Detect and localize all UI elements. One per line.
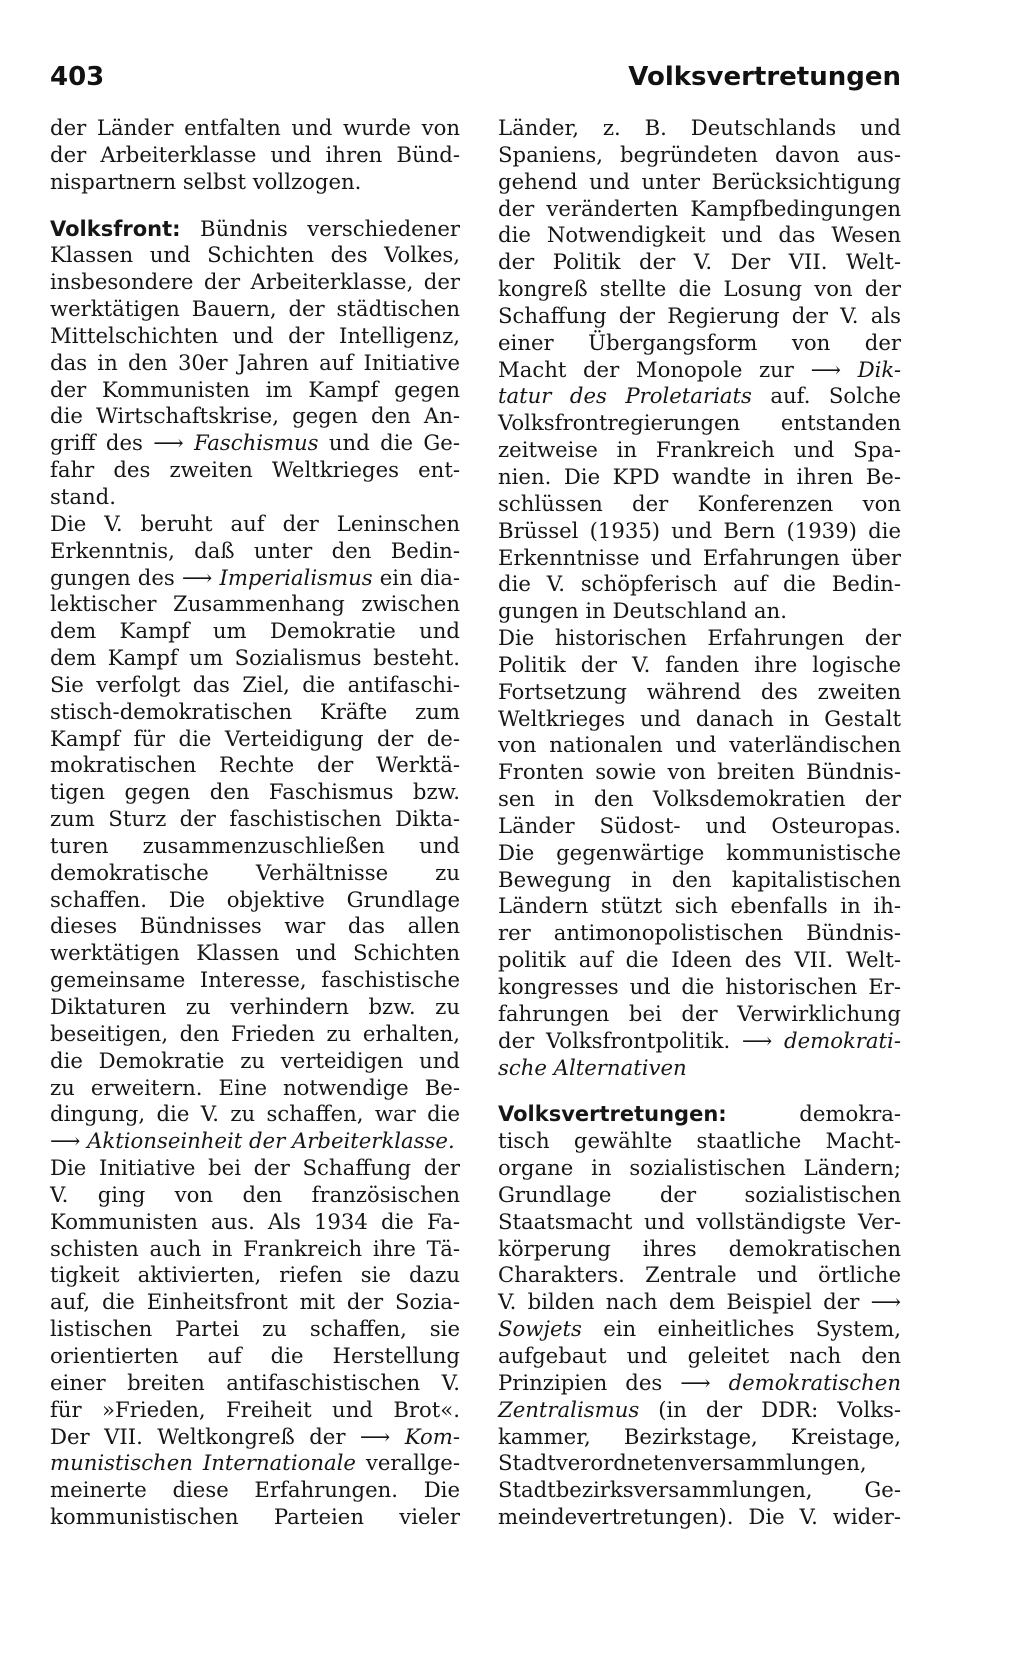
line-text: Ländern stützt sich ebenfalls in ih- — [498, 893, 901, 919]
text-line — [50, 779, 460, 806]
text-line — [498, 142, 901, 169]
text-line — [50, 833, 460, 860]
text-line — [50, 565, 460, 592]
text-line — [50, 216, 460, 243]
page-number: 403 — [50, 62, 105, 92]
line-text: Der VII. Weltkongreß der ⟶ — [50, 1423, 405, 1449]
cross-reference: Zentralismus — [498, 1396, 640, 1422]
line-text: stisch-demokratischen Kräfte zum — [50, 698, 460, 724]
text-line — [498, 1101, 901, 1128]
running-head: Volksvertretungen — [628, 62, 901, 92]
text-line — [498, 813, 901, 840]
line-text: rer antimonopolistischen Bündnis- — [498, 920, 901, 946]
text-line — [50, 1048, 460, 1075]
line-text: griff des ⟶ — [50, 430, 194, 456]
cross-reference: tatur des Proletariats — [498, 383, 752, 409]
line-text: Erkenntnis, daß unter den Bedin- — [50, 537, 460, 563]
line-text: Diktaturen zu verhindern bzw. zu — [50, 994, 460, 1019]
line-text: Sie verfolgt das Ziel, die antifaschi- — [50, 671, 460, 697]
line-text: Brüssel (1935) und Bern (1939) die — [498, 517, 901, 543]
line-text: Erkenntnisse und Erfahrungen über — [498, 544, 901, 570]
text-line — [498, 357, 901, 384]
line-text: Stadtverordnetenversammlungen, — [498, 1450, 867, 1476]
line-text: Die historischen Erfahrungen der — [498, 625, 901, 651]
text-line — [498, 410, 901, 437]
text-line — [50, 618, 460, 645]
line-text: das in den 30er Jahren auf Initiative — [50, 349, 460, 375]
text-line — [50, 169, 460, 196]
line-text: gungen des ⟶ — [50, 564, 220, 590]
text-line — [50, 1289, 460, 1316]
line-text: fahr des zweiten Weltkrieges ent- — [50, 457, 460, 483]
text-line — [50, 1450, 460, 1477]
text-line — [50, 350, 460, 377]
text-line — [50, 403, 460, 430]
text-line — [498, 974, 901, 1001]
line-text: schisten auch in Frankreich ihre Tä- — [50, 1235, 460, 1261]
text-line — [50, 1397, 460, 1424]
line-text: Weltkrieges und danach in Gestalt — [498, 705, 901, 731]
text-line — [498, 518, 901, 545]
text-line — [498, 383, 901, 410]
text-line — [50, 296, 460, 323]
line-text: die Wirtschaftskrise, gegen den An- — [50, 403, 460, 429]
cross-reference: Sowjets — [498, 1316, 582, 1342]
line-text: V. bilden nach dem Beispiel der ⟶ — [498, 1289, 901, 1315]
text-line — [50, 726, 460, 753]
line-text: zu erweitern. Eine notwendige Be- — [50, 1074, 460, 1100]
text-line — [498, 920, 901, 947]
text-line — [498, 464, 901, 491]
text-line — [50, 1504, 460, 1531]
cross-reference: Dik- — [857, 356, 901, 382]
text-line — [498, 196, 901, 223]
line-text: Kampf für die Verteidigung der de- — [50, 725, 460, 751]
entry-headword: Volksfront: — [50, 216, 181, 241]
line-text: Fortsetzung während des zweiten — [498, 678, 901, 704]
line-text: dem Kampf um Demokratie und — [50, 618, 460, 644]
text-line — [50, 1370, 460, 1397]
text-line — [50, 940, 460, 967]
line-text: Fronten sowie von breiten Bündnis- — [498, 759, 901, 785]
text-line — [50, 1128, 460, 1155]
line-text: von nationalen und vaterländischen — [498, 732, 901, 758]
text-line — [50, 538, 460, 565]
text-line — [498, 1450, 901, 1477]
line-text: einer Übergangsform von der — [498, 329, 901, 355]
line-text: orientierten auf die Herstellung — [50, 1342, 460, 1368]
text-line — [498, 1262, 901, 1289]
line-text: auf. Solche — [751, 383, 902, 409]
line-text: körperung ihres demokratischen — [498, 1235, 901, 1261]
text-line — [50, 699, 460, 726]
line-text: tigkeit aktivierten, riefen sie dazu — [50, 1262, 460, 1288]
line-text: schaffen. Die objektive Grundlage — [50, 886, 460, 912]
line-text: tigen gegen den Faschismus bzw. — [50, 779, 460, 805]
text-line — [498, 1209, 901, 1236]
line-text: der Volksfrontpolitik. ⟶ — [498, 1027, 784, 1053]
line-text: die Notwendigkeit und das Wesen — [498, 222, 901, 248]
line-text: Stadtbezirksversammlungen, Ge- — [498, 1477, 901, 1503]
line-text: einer breiten antifaschistischen V. — [50, 1369, 460, 1395]
text-line — [50, 994, 460, 1021]
line-text: V. ging von den französischen — [50, 1181, 460, 1207]
text-line — [50, 672, 460, 699]
text-line — [50, 1209, 460, 1236]
text-line — [50, 1262, 460, 1289]
line-text: sen in den Volksdemokratien der — [498, 786, 901, 812]
line-text: Prinzipien des ⟶ — [498, 1369, 729, 1395]
line-text: demokratische Verhältnisse zu — [50, 859, 460, 885]
line-text: kongresses und die historischen Er- — [498, 974, 901, 999]
cross-reference: Aktionseinheit der Arbeiterklasse. — [87, 1128, 455, 1154]
text-line — [498, 867, 901, 894]
line-text: beseitigen, den Frieden zu erhalten, — [50, 1020, 460, 1046]
line-text: fahrungen bei der Verwirklichung — [498, 1000, 901, 1026]
text-line — [50, 887, 460, 914]
line-text: der Länder entfalten und wurde von — [50, 115, 460, 140]
line-text: stand. — [50, 483, 116, 509]
text-line — [50, 484, 460, 511]
line-text: nispartnern selbst vollzogen. — [50, 168, 362, 194]
line-text: dieses Bündnisses war das allen — [50, 913, 460, 939]
text-line — [50, 377, 460, 404]
line-text: schlüssen der Konferenzen von — [498, 490, 901, 516]
cross-reference: demokratischen — [728, 1369, 901, 1395]
line-text: Politik der V. fanden ihre logische — [498, 651, 901, 677]
text-line — [498, 222, 901, 249]
line-text: die V. schöpferisch auf die Bedin- — [498, 571, 901, 597]
text-line — [50, 967, 460, 994]
line-text: der Politik der V. Der VII. Welt- — [498, 249, 901, 275]
line-text: werktätigen Bauern, der städtischen — [50, 296, 460, 322]
text-line — [498, 1182, 901, 1209]
text-line — [498, 115, 901, 142]
line-text: für »Frieden, Freiheit und Brot«. — [50, 1396, 460, 1422]
text-line — [498, 437, 901, 464]
text-line — [498, 1504, 901, 1531]
text-line — [50, 115, 460, 142]
line-text: tisch gewählte staatliche Macht- — [498, 1128, 901, 1154]
text-line — [498, 1155, 901, 1182]
cross-reference: Imperialismus — [219, 564, 373, 590]
text-line — [498, 679, 901, 706]
text-line — [498, 571, 901, 598]
line-text: Grundlage der sozialistischen — [498, 1181, 901, 1207]
line-text: meindevertretungen). Die V. wider- — [498, 1504, 901, 1530]
text-line — [50, 457, 460, 484]
entry-gap — [498, 1081, 901, 1101]
line-text: Klassen und Schichten des Volkes, — [50, 242, 460, 268]
line-text: Die V. beruht auf der Leninschen — [50, 510, 460, 536]
text-line — [498, 1424, 901, 1451]
line-text: werktätigen Klassen und Schichten — [50, 940, 460, 966]
line-text: ⟶ — [50, 1128, 88, 1154]
line-text: kongreß stellte die Losung von der — [498, 276, 901, 302]
text-line — [50, 1236, 460, 1263]
text-line — [50, 1477, 460, 1504]
line-text: Kommunisten aus. Als 1934 die Fa- — [50, 1208, 460, 1234]
line-text: meinerte diese Erfahrungen. Die — [50, 1477, 460, 1503]
text-line — [498, 1370, 901, 1397]
cross-reference: sche Alternativen — [498, 1054, 687, 1080]
line-text: die Demokratie zu verteidigen und — [50, 1047, 460, 1073]
line-text: auf, die Einheitsfront mit der Sozia- — [50, 1289, 460, 1315]
text-line — [50, 752, 460, 779]
line-text: zeitweise in Frankreich und Spa- — [498, 437, 901, 463]
text-line — [498, 652, 901, 679]
text-line — [498, 276, 901, 303]
cross-reference: Kom- — [404, 1423, 460, 1449]
line-text: dingung, die V. zu schaffen, war die — [50, 1101, 460, 1127]
text-line — [50, 806, 460, 833]
text-line — [50, 1101, 460, 1128]
line-text: listischen Partei zu schaffen, sie — [50, 1316, 460, 1342]
line-text: (in der DDR: Volks- — [639, 1396, 901, 1422]
line-text: Spaniens, begründeten davon aus- — [498, 141, 901, 167]
text-line — [50, 430, 460, 457]
left-column — [50, 115, 460, 1531]
text-line — [50, 242, 460, 269]
line-text: Länder, z. B. Deutschlands und — [498, 115, 901, 140]
line-text: Länder Südost- und Osteuropas. — [498, 812, 901, 838]
text-line — [498, 1128, 901, 1155]
text-line — [498, 947, 901, 974]
text-line — [498, 1343, 901, 1370]
line-text: Staatsmacht und vollständigste Ver- — [498, 1208, 901, 1234]
text-line — [498, 840, 901, 867]
line-text: organe in sozialistischen Ländern; — [498, 1155, 901, 1181]
text-line — [50, 1182, 460, 1209]
text-line — [498, 1397, 901, 1424]
text-line — [498, 598, 901, 625]
text-line — [498, 786, 901, 813]
line-text: Bewegung in den kapitalistischen — [498, 866, 901, 892]
text-line — [498, 249, 901, 276]
line-text: Macht der Monopole zur ⟶ — [498, 356, 858, 382]
right-column — [498, 115, 901, 1531]
text-line — [498, 732, 901, 759]
line-text: gungen in Deutschland an. — [498, 598, 787, 624]
line-text: gehend und unter Berücksichtigung — [498, 168, 901, 194]
line-text: Charakters. Zentrale und örtliche — [498, 1262, 901, 1288]
text-line — [498, 759, 901, 786]
line-text: kommunistischen Parteien vieler — [50, 1504, 460, 1530]
entry-headword: Volksvertretungen: — [498, 1102, 727, 1127]
text-line — [498, 1236, 901, 1263]
text-line — [498, 330, 901, 357]
text-line — [50, 142, 460, 169]
text-line — [498, 491, 901, 518]
text-line — [50, 269, 460, 296]
line-text: Volksfrontregierungen entstanden — [498, 410, 901, 436]
line-text: kammer, Bezirkstage, Kreistage, — [498, 1423, 901, 1449]
line-text: Schaffung der Regierung der V. als — [498, 302, 901, 328]
line-text: aufgebaut und geleitet nach den — [498, 1342, 901, 1368]
line-text: insbesondere der Arbeiterklasse, der — [50, 269, 460, 295]
line-text: und die Ge- — [318, 430, 460, 456]
text-line — [498, 1289, 901, 1316]
text-line — [50, 323, 460, 350]
cross-reference: demokrati- — [784, 1027, 901, 1053]
text-line — [498, 706, 901, 733]
line-text: verallge- — [355, 1450, 460, 1476]
text-line — [50, 1343, 460, 1370]
text-line — [498, 1316, 901, 1343]
text-line — [498, 1477, 901, 1504]
line-text: demokra- — [726, 1101, 901, 1127]
text-line — [498, 625, 901, 652]
cross-reference: munistischen Internationale — [50, 1450, 356, 1476]
line-text: Die Initiative bei der Schaffung der — [50, 1155, 460, 1181]
line-text: der Arbeiterklasse und ihren Bünd- — [50, 141, 460, 167]
text-line — [50, 913, 460, 940]
line-text: nien. Die KPD wandte in ihren Be- — [498, 463, 901, 489]
text-line — [498, 303, 901, 330]
text-line — [50, 591, 460, 618]
line-text: der Kommunisten im Kampf gegen — [50, 376, 460, 402]
line-text: Mittelschichten und der Intelligenz, — [50, 322, 460, 348]
text-line — [50, 1316, 460, 1343]
line-text: zum Sturz der faschistischen Dikta- — [50, 806, 460, 832]
text-line — [50, 645, 460, 672]
text-line — [50, 1155, 460, 1182]
line-text: gemeinsame Interesse, faschistische — [50, 967, 460, 993]
text-line — [50, 860, 460, 887]
line-text: turen zusammenzuschließen und — [50, 832, 460, 858]
cross-reference: Faschismus — [193, 430, 319, 456]
text-line — [50, 1424, 460, 1451]
line-text: ein einheitliches System, — [581, 1316, 901, 1342]
text-line — [498, 169, 901, 196]
text-line — [50, 511, 460, 538]
text-line — [50, 1075, 460, 1102]
text-line — [498, 1001, 901, 1028]
line-text: Bündnis verschiedener — [180, 215, 460, 241]
text-line — [498, 1055, 901, 1082]
entry-gap — [50, 196, 460, 216]
text-line — [498, 1028, 901, 1055]
line-text: mokratischen Rechte der Werktä- — [50, 752, 460, 778]
line-text: Die gegenwärtige kommunistische — [498, 839, 901, 865]
text-line — [498, 545, 901, 572]
text-line — [50, 1021, 460, 1048]
line-text: ein dia- — [372, 564, 461, 590]
text-line — [498, 893, 901, 920]
line-text: politik auf die Ideen des VII. Welt- — [498, 947, 901, 973]
line-text: dem Kampf um Sozialismus besteht. — [50, 645, 460, 671]
line-text: lektischer Zusammenhang zwischen — [50, 591, 460, 617]
line-text: der veränderten Kampfbedingungen — [498, 195, 901, 221]
